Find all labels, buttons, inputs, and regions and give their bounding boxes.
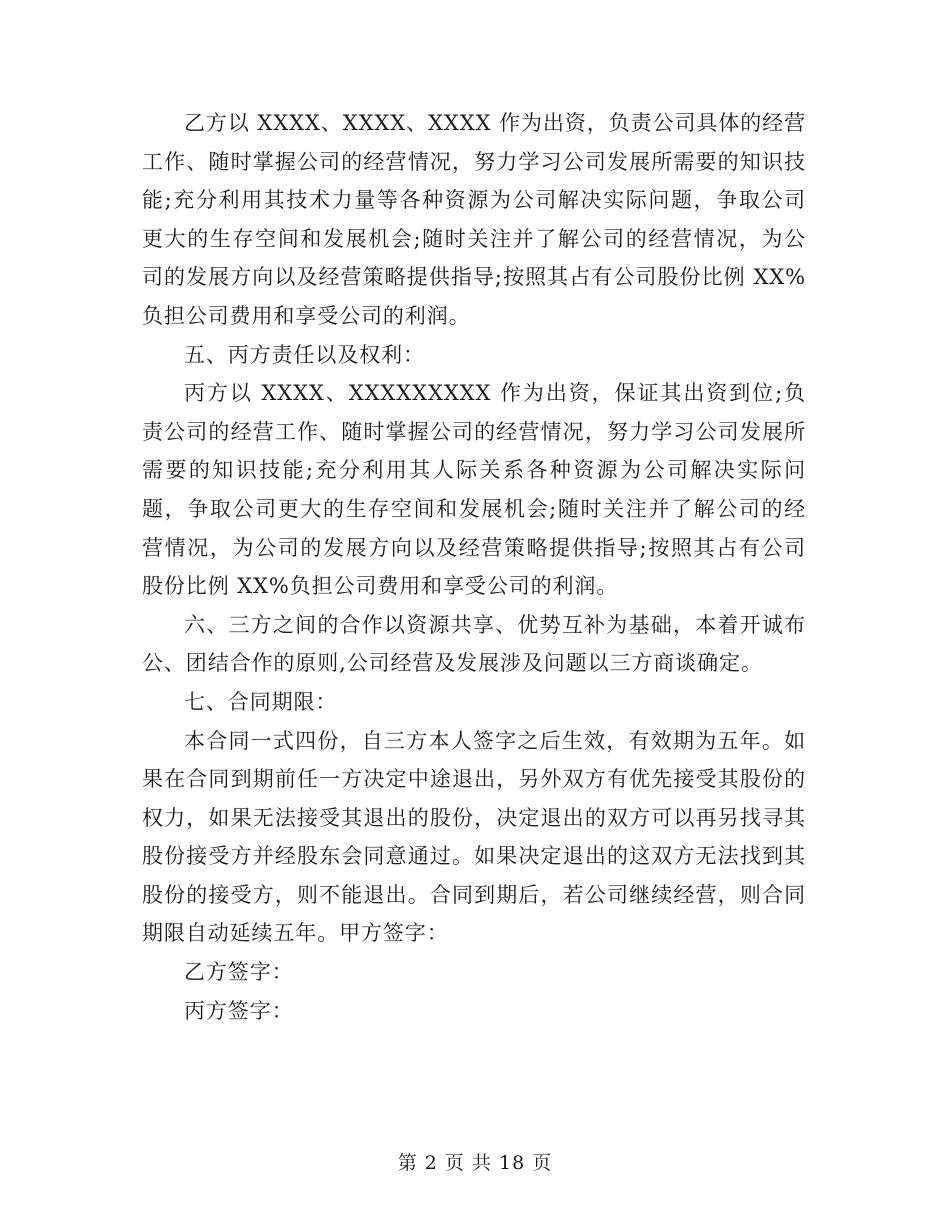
heading-party-c-responsibilities: 五、丙方责任以及权利： [184, 342, 425, 367]
paragraph-party-c-duties: 丙方以 XXXX、XXXXXXXXX 作为出资，保证其出资到位;负责公司的经营工作、随时掌握公司的经营情况，努力学习公司发展所需要的知识技能;充分利用其人际关系各种资源为公司解决实际问题，争取公司更大的生存空间和发展机会;随时关注并了解公司的经营情况，为公司的发展方向以及经营策略提供指导;按照其占有公司股份比例 XX%负担公司费用和享受公司的利润。 [142, 381, 806, 599]
signature-party-b: 乙方签字： [184, 960, 294, 985]
signature-party-c: 丙方签字： [184, 998, 294, 1023]
paragraph-contract-term: 本合同一式四份，自三方本人签字之后生效，有效期为五年。如果在合同到期前任一方决定中途退出，另外双方有优先接受其股份的权力，如果无法接受其退出的股份，决定退出的双方可以再另找寻其股份接受方并经股东会同意通过。如果决定退出的这双方无法找到其股份的接受方，则不能退出。合同到期后，若公司继续经营，则合同期限自动延续五年。甲方签字： [142, 728, 806, 946]
page-number-footer: 第 2 页 共 18 页 [397, 1152, 553, 1174]
paragraph-party-b-duties: 乙方以 XXXX、XXXX、XXXX 作为出资，负责公司具体的经营工作、随时掌握公司的经营情况，努力学习公司发展所需要的知识技能;充分利用其技术力量等各种资源为公司解决实际问题，争取公司更大的生存空间和发展机会;随时关注并了解公司的经营情况，为公司的发展方向以及经营策略提供指导;按照其占有公司股份比例 XX%负担公司费用和享受公司的利润。 [142, 111, 806, 328]
heading-contract-term: 七、合同期限： [184, 689, 338, 714]
document-body [142, 104, 806, 1030]
paragraph-cooperation-principle: 六、三方之间的合作以资源共享、优势互补为基础，本着开诚布公、团结合作的原则,公司经营及发展涉及问题以三方商谈确定。 [142, 612, 806, 676]
